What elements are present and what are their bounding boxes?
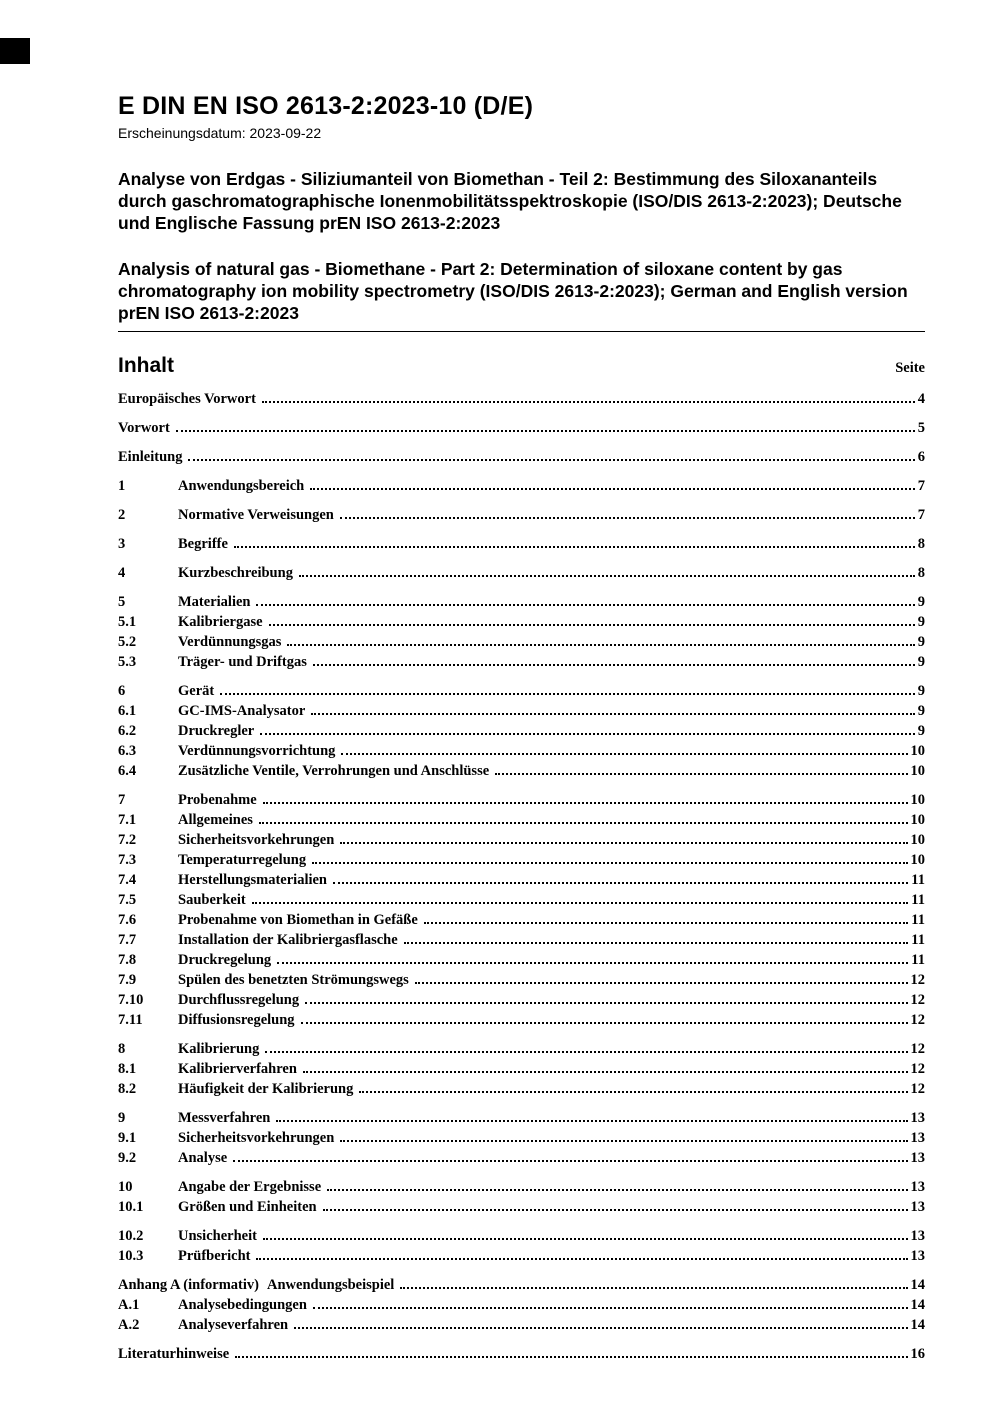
release-date: Erscheinungsdatum: 2023-09-22 <box>118 125 322 141</box>
toc-entry-label: Analyseverfahren <box>178 1317 289 1333</box>
toc-entry-number: 10.1 <box>118 1199 144 1215</box>
toc-entry-number: 5 <box>118 594 126 610</box>
toc-entry-page: 8 <box>917 536 925 552</box>
toc-entry-label: Sauberkeit <box>178 892 246 908</box>
toc-entry-page: 13 <box>910 1228 925 1244</box>
toc-heading: Inhalt <box>118 354 174 377</box>
toc-entry-page: 11 <box>911 952 925 968</box>
toc-entry <box>118 792 925 808</box>
toc-dotted-leader <box>233 1160 907 1162</box>
toc-entry <box>118 594 925 610</box>
toc-entry-number: 5.1 <box>118 614 137 630</box>
toc-entry-page: 10 <box>910 743 925 759</box>
toc-entry-label: Kalibrierverfahren <box>178 1061 297 1077</box>
toc-entry-page: 9 <box>917 723 925 739</box>
toc-entry-label: Temperaturregelung <box>178 852 307 868</box>
toc-entry-label: Druckregelung <box>178 952 272 968</box>
toc-entry <box>118 972 925 988</box>
toc-entry <box>118 449 925 465</box>
toc-entry-page: 13 <box>910 1248 925 1264</box>
toc-dotted-leader <box>256 604 914 606</box>
toc-entry-number: 6.4 <box>118 763 137 779</box>
toc-entry-page: 7 <box>917 478 925 494</box>
toc-dotted-leader <box>303 1071 908 1073</box>
toc-entry-number: 7.8 <box>118 952 137 968</box>
toc-dotted-leader <box>276 1120 907 1122</box>
toc-entry-label: Größen und Einheiten <box>178 1199 317 1215</box>
toc-entry-page: 13 <box>910 1110 925 1126</box>
toc-entry-page: 12 <box>910 1081 925 1097</box>
toc-entry-page: 8 <box>917 565 925 581</box>
toc-entry-label: Anwendungsbeispiel <box>267 1277 395 1293</box>
toc-header-row <box>118 354 925 378</box>
toc-entry-page: 13 <box>910 1130 925 1146</box>
toc-dotted-leader <box>313 664 915 666</box>
toc-entry-label: Vorwort <box>118 420 170 436</box>
toc-entry-number: 8 <box>118 1041 126 1057</box>
toc-entry <box>118 1317 925 1333</box>
toc-entry-label: GC-IMS-Analysator <box>178 703 306 719</box>
toc-entry-list <box>118 391 925 1362</box>
toc-entry-label: Kurzbeschreibung <box>178 565 293 581</box>
toc-entry <box>118 1248 925 1264</box>
toc-dotted-leader <box>340 842 907 844</box>
toc-entry-label: Druckregler <box>178 723 255 739</box>
toc-entry-label: Anwendungsbereich <box>178 478 305 494</box>
toc-entry-label: Normative Verweisungen <box>178 507 334 523</box>
toc-entry <box>118 1150 925 1166</box>
toc-entry-label: Unsicherheit <box>178 1228 257 1244</box>
toc-entry-number: 6 <box>118 683 126 699</box>
toc-dotted-leader <box>277 962 908 964</box>
toc-entry-number: A.2 <box>118 1317 140 1333</box>
toc-entry-label: Zusätzliche Ventile, Verrohrungen und Anschlüsse <box>178 763 490 779</box>
toc-entry-page: 10 <box>910 763 925 779</box>
toc-dotted-leader <box>323 1209 908 1211</box>
toc-dotted-leader <box>269 624 915 626</box>
toc-entry-label: Häufigkeit der Kalibrierung <box>178 1081 354 1097</box>
toc-entry-page: 12 <box>910 1061 925 1077</box>
toc-entry-number: 6.1 <box>118 703 137 719</box>
toc-entry <box>118 912 925 928</box>
toc-dotted-leader <box>235 1356 907 1358</box>
toc-entry-page: 14 <box>910 1277 925 1293</box>
toc-dotted-leader <box>299 575 915 577</box>
toc-entry-label: Angabe der Ergebnisse <box>178 1179 322 1195</box>
toc-entry <box>118 1012 925 1028</box>
toc-entry-number: 9 <box>118 1110 126 1126</box>
toc-entry-page: 13 <box>910 1199 925 1215</box>
toc-entry-label: Diffusionsregelung <box>178 1012 295 1028</box>
toc-entry-number: 5.2 <box>118 634 137 650</box>
toc-dotted-leader <box>400 1287 907 1289</box>
toc-entry-number: 1 <box>118 478 126 494</box>
toc-entry-number: 6.2 <box>118 723 137 739</box>
toc-entry-number: 9.2 <box>118 1150 137 1166</box>
toc-entry-page: 14 <box>910 1317 925 1333</box>
toc-entry <box>118 763 925 779</box>
toc-entry <box>118 1110 925 1126</box>
toc-dotted-leader <box>256 1258 907 1260</box>
document-title: E DIN EN ISO 2613-2:2023-10 (D/E) <box>118 92 534 120</box>
toc-dotted-leader <box>341 753 907 755</box>
toc-entry-number: 10 <box>118 1179 133 1195</box>
toc-entry-label: Durchflussregelung <box>178 992 300 1008</box>
toc-dotted-leader <box>313 1307 908 1309</box>
toc-entry-page: 5 <box>917 420 925 436</box>
toc-entry-page: 4 <box>917 391 925 407</box>
toc-entry-label: Probenahme von Biomethan in Gefäße <box>178 912 418 928</box>
toc-entry-page: 6 <box>917 449 925 465</box>
toc-entry-number: 8.2 <box>118 1081 137 1097</box>
toc-entry-number: 10.2 <box>118 1228 144 1244</box>
toc-entry-page: 13 <box>910 1179 925 1195</box>
toc-entry <box>118 892 925 908</box>
toc-entry-page: 12 <box>910 1012 925 1028</box>
toc-dotted-leader <box>188 459 914 461</box>
toc-dotted-leader <box>340 1140 907 1142</box>
toc-entry-page: 10 <box>910 812 925 828</box>
toc-entry-page: 12 <box>910 992 925 1008</box>
toc-entry-number: 7.7 <box>118 932 137 948</box>
toc-entry-page: 13 <box>910 1150 925 1166</box>
toc-entry <box>118 932 925 948</box>
toc-dotted-leader <box>311 713 914 715</box>
toc-entry <box>118 1346 925 1362</box>
toc-entry-label: Einleitung <box>118 449 183 465</box>
toc-entry-page: 11 <box>911 912 925 928</box>
toc-entry-label: Analysebedingungen <box>178 1297 307 1313</box>
toc-entry <box>118 992 925 1008</box>
toc-entry-label: Träger- und Driftgas <box>178 654 307 670</box>
toc-entry-label: Materialien <box>178 594 251 610</box>
toc-entry-page: 10 <box>910 852 925 868</box>
toc-dotted-leader <box>333 882 908 884</box>
toc-dotted-leader <box>220 693 915 695</box>
toc-entry-label: Probenahme <box>178 792 257 808</box>
toc-entry <box>118 952 925 968</box>
toc-entry-number: 4 <box>118 565 126 581</box>
toc-entry <box>118 743 925 759</box>
toc-entry-label: Messverfahren <box>178 1110 271 1126</box>
toc-entry-page: 10 <box>910 792 925 808</box>
toc-entry-number: 9.1 <box>118 1130 137 1146</box>
toc-dotted-leader <box>305 1002 907 1004</box>
toc-entry-label: Herstellungsmaterialien <box>178 872 328 888</box>
toc-entry-number: A.1 <box>118 1297 140 1313</box>
toc-dotted-leader <box>340 517 915 519</box>
toc-entry-page: 9 <box>917 683 925 699</box>
toc-entry-label: Kalibrierung <box>178 1041 260 1057</box>
toc-dotted-leader <box>234 546 915 548</box>
toc-entry-page: 7 <box>917 507 925 523</box>
toc-entry-label: Installation der Kalibriergasflasche <box>178 932 398 948</box>
toc-entry-number: 10.3 <box>118 1248 144 1264</box>
toc-entry-number: 7.10 <box>118 992 144 1008</box>
toc-entry-number: 6.3 <box>118 743 137 759</box>
toc-entry-label: Analyse <box>178 1150 228 1166</box>
toc-entry-number: 7.11 <box>118 1012 143 1028</box>
toc-entry-label: Verdünnungsgas <box>178 634 282 650</box>
toc-entry-page: 11 <box>911 872 925 888</box>
toc-entry <box>118 723 925 739</box>
toc-dotted-leader <box>176 430 915 432</box>
toc-entry-number: 7 <box>118 792 126 808</box>
toc-dotted-leader <box>301 1022 908 1024</box>
table-of-contents <box>118 354 925 1362</box>
toc-entry <box>118 1179 925 1195</box>
toc-entry-number: 7.5 <box>118 892 137 908</box>
toc-dotted-leader <box>294 1327 907 1329</box>
title-english: Analysis of natural gas - Biomethane - Part 2: Determination of siloxane content by gas chromatography ion mobility spectrometry (ISO/DIS 2613-2:2023); German and English version prEN ISO 2613-2:2023 <box>118 259 908 323</box>
toc-entry <box>118 1061 925 1077</box>
toc-entry <box>118 1199 925 1215</box>
toc-entry-page: 11 <box>911 932 925 948</box>
toc-entry-label: Kalibriergase <box>178 614 263 630</box>
toc-entry <box>118 683 925 699</box>
toc-dotted-leader <box>327 1189 907 1191</box>
toc-entry <box>118 420 925 436</box>
toc-entry <box>118 634 925 650</box>
toc-entry-page: 9 <box>917 594 925 610</box>
toc-dotted-leader <box>287 644 914 646</box>
toc-entry <box>118 872 925 888</box>
toc-dotted-leader <box>265 1051 907 1053</box>
toc-entry <box>118 1297 925 1313</box>
toc-entry-page: 12 <box>910 1041 925 1057</box>
print-corner-mark <box>0 38 30 64</box>
toc-entry-label: Allgemeines <box>178 812 253 828</box>
toc-entry-number: 8.1 <box>118 1061 137 1077</box>
toc-entry-number: 2 <box>118 507 126 523</box>
toc-dotted-leader <box>263 1238 908 1240</box>
toc-entry-number: Anhang A (informativ) <box>118 1277 259 1293</box>
toc-entry-label: Sicherheitsvorkehrungen <box>178 832 335 848</box>
toc-entry-number: 7.1 <box>118 812 137 828</box>
title-german: Analyse von Erdgas - Siliziumanteil von Biomethan - Teil 2: Bestimmung des Siloxananteils durch gaschromatographische Ionenmobilitätsspektroskopie (ISO/DIS 2613-2:2023); Deutsche und Englische Fassung prEN ISO 2613-2:2023 <box>118 169 902 233</box>
toc-entry-label: Europäisches Vorwort <box>118 391 256 407</box>
toc-entry-label: Gerät <box>178 683 215 699</box>
toc-entry <box>118 565 925 581</box>
toc-entry <box>118 1041 925 1057</box>
toc-dotted-leader <box>359 1091 907 1093</box>
toc-entry-page: 9 <box>917 654 925 670</box>
toc-entry-label: Sicherheitsvorkehrungen <box>178 1130 335 1146</box>
toc-entry-number: 5.3 <box>118 654 137 670</box>
toc-entry-label: Verdünnungsvorrichtung <box>178 743 336 759</box>
toc-entry-number: 7.6 <box>118 912 137 928</box>
toc-entry-label: Spülen des benetzten Strömungswegs <box>178 972 409 988</box>
toc-entry-number: 7.3 <box>118 852 137 868</box>
toc-entry-page: 14 <box>910 1297 925 1313</box>
toc-page-column-label: Seite <box>895 360 925 376</box>
toc-entry-number: 7.2 <box>118 832 137 848</box>
toc-dotted-leader <box>263 802 908 804</box>
toc-entry <box>118 536 925 552</box>
toc-entry <box>118 654 925 670</box>
toc-entry-number: 7.9 <box>118 972 137 988</box>
toc-entry-page: 10 <box>910 832 925 848</box>
toc-entry <box>118 812 925 828</box>
toc-dotted-leader <box>259 822 908 824</box>
toc-dotted-leader <box>424 922 909 924</box>
toc-entry <box>118 1130 925 1146</box>
toc-entry-label: Literaturhinweise <box>118 1346 230 1362</box>
toc-entry-label: Begriffe <box>178 536 228 552</box>
toc-entry <box>118 1081 925 1097</box>
toc-dotted-leader <box>415 982 908 984</box>
toc-entry-page: 11 <box>911 892 925 908</box>
toc-entry <box>118 507 925 523</box>
toc-dotted-leader <box>312 862 907 864</box>
toc-entry-page: 12 <box>910 972 925 988</box>
toc-entry <box>118 478 925 494</box>
toc-entry <box>118 391 925 407</box>
toc-entry <box>118 1277 925 1293</box>
toc-dotted-leader <box>310 488 915 490</box>
toc-dotted-leader <box>262 401 915 403</box>
toc-entry-page: 9 <box>917 614 925 630</box>
toc-entry-page: 16 <box>910 1346 925 1362</box>
toc-dotted-leader <box>495 773 907 775</box>
toc-entry-page: 9 <box>917 703 925 719</box>
toc-dotted-leader <box>260 733 915 735</box>
toc-entry-number: 3 <box>118 536 126 552</box>
toc-entry <box>118 614 925 630</box>
toc-dotted-leader <box>252 902 909 904</box>
toc-dotted-leader <box>404 942 909 944</box>
document-header <box>118 92 925 332</box>
toc-entry-number: 7.4 <box>118 872 137 888</box>
toc-entry <box>118 852 925 868</box>
toc-entry <box>118 1228 925 1244</box>
title-divider <box>118 331 925 332</box>
toc-entry-page: 9 <box>917 634 925 650</box>
toc-entry <box>118 832 925 848</box>
toc-entry-label: Prüfbericht <box>178 1248 251 1264</box>
toc-entry <box>118 703 925 719</box>
